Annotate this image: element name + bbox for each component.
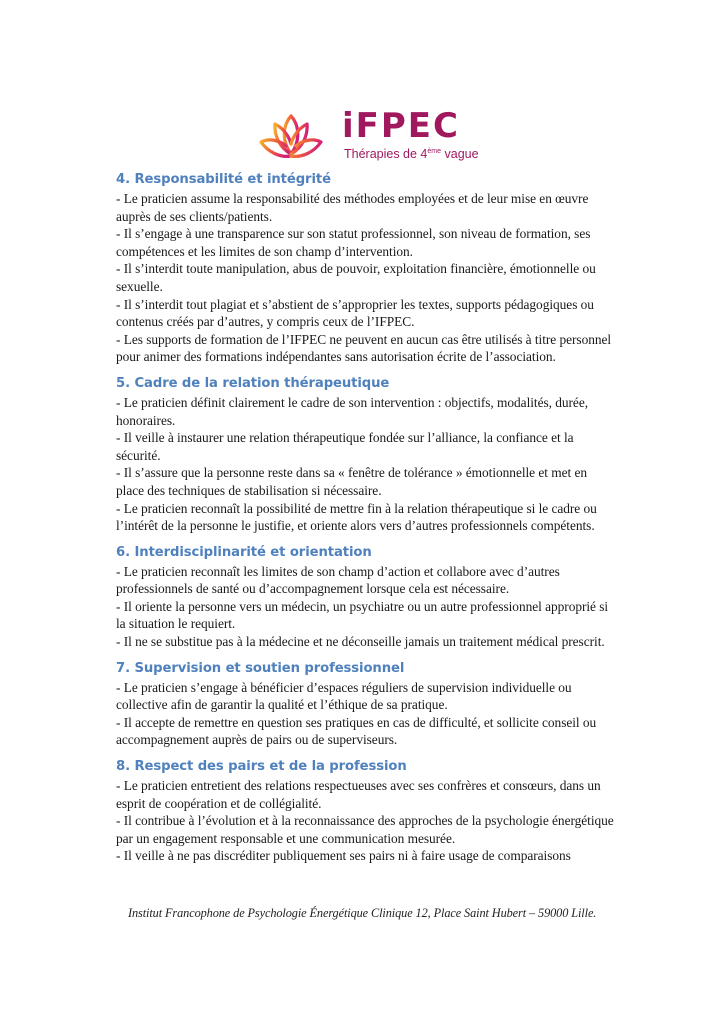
section-respect xyxy=(116,757,616,865)
paragraph: - Le praticien entretient des relations respectueuses avec ses confrères et consœurs, dans un esprit de coopération et de collégialité. xyxy=(116,778,601,811)
paragraph: - Le praticien reconnaît la possibilité de mettre fin à la relation thérapeutique si le cadre ou l’intérêt de la personne le justifie, et oriente alors vers d’autres professionnels compétents. xyxy=(116,500,597,534)
section-supervision xyxy=(116,659,616,749)
paragraph: - Il oriente la personne vers un médecin, un psychiatre ou un autre professionnel approprié si la situation le requiert. xyxy=(116,598,609,632)
lotus-icon xyxy=(258,110,324,162)
section-title: 6. Interdisciplinarité et orientation xyxy=(116,544,372,560)
document-body xyxy=(116,170,616,873)
tagline-text-end: vague xyxy=(441,147,479,161)
paragraph: - Il contribue à l’évolution et à la reconnaissance des approches de la psychologie énergétique par un engagement responsable et une communication mesurée. xyxy=(116,813,614,846)
section-title: 7. Supervision et soutien professionnel xyxy=(116,660,405,676)
brand-tagline xyxy=(344,145,479,161)
tagline-superscript: ème xyxy=(427,148,442,155)
paragraph: - Le praticien assume la responsabilité des méthodes employées et de leur mise en œuvre auprès de ses clients/patients. xyxy=(116,191,589,224)
paragraph: - Il veille à ne pas discréditer publiquement ses pairs ni à faire usage de comparaisons xyxy=(116,848,571,864)
paragraph: - Le praticien définit clairement le cadre de son intervention : objectifs, modalités, durée, honoraires. xyxy=(116,394,589,428)
paragraph: - Il ne se substitue pas à la médecine et ne déconseille jamais un traitement médical prescrit. xyxy=(116,634,605,650)
ifpec-logo xyxy=(258,106,479,163)
section-interdisciplinarite xyxy=(116,543,616,651)
section-title: 4. Responsabilité et intégrité xyxy=(116,172,331,187)
paragraph: - Le praticien reconnaît les limites de son champ d’action et collabore avec d’autres professionnels de santé ou d’accompagnement lorsque cela est nécessaire. xyxy=(116,563,560,597)
brand-name: iFPEC xyxy=(342,106,460,146)
paragraph: - Les supports de formation de l’IFPEC ne peuvent en aucun cas être utilisés à titre personnel pour animer des formations indépendantes sans autorisation écrite de l’association. xyxy=(116,331,612,365)
page-footer-address: Institut Francophone de Psychologie Énergétique Clinique 12, Place Saint Hubert – 59000 Lille. xyxy=(128,906,597,920)
paragraph: - Il s’assure que la personne reste dans sa « fenêtre de tolérance » émotionnelle et met en place des techniques de stabilisation si nécessaire. xyxy=(116,465,587,498)
paragraph: - Il s’interdit tout plagiat et s’abstient de s’approprier les textes, supports pédagogiques ou contenus créés par d’autres, y compris ceux de l’IFPEC. xyxy=(116,296,594,330)
section-cadre xyxy=(116,374,616,535)
paragraph: - Il accepte de remettre en question ses pratiques en cas de difficulté, et sollicite conseil ou accompagnement auprès de pairs ou de superviseurs. xyxy=(116,714,597,748)
section-title: 8. Respect des pairs et de la profession xyxy=(116,759,407,775)
paragraph: - Il s’engage à une transparence sur son statut professionnel, son niveau de formation, ses compétences et les limites de son champ d’intervention. xyxy=(116,226,591,259)
tagline-text: Thérapies de 4 xyxy=(344,147,428,161)
paragraph: - Il s’interdit toute manipulation, abus de pouvoir, exploitation financière, émotionnelle ou sexuelle. xyxy=(116,261,596,294)
section-title: 5. Cadre de la relation thérapeutique xyxy=(116,375,390,391)
paragraph: - Il veille à instaurer une relation thérapeutique fondée sur l’alliance, la confiance et la sécurité. xyxy=(116,430,574,463)
section-responsabilite xyxy=(116,170,616,366)
paragraph: - Le praticien s’engage à bénéficier d’espaces réguliers de supervision individuelle ou collective afin de garantir la qualité et l’éthique de sa pratique. xyxy=(116,679,572,713)
